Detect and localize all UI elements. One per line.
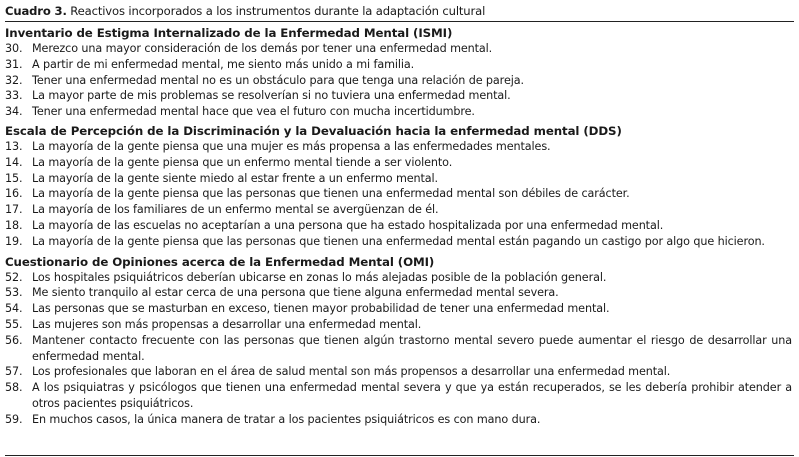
list-item	[5, 41, 794, 57]
list-item	[5, 155, 794, 171]
list-item	[5, 285, 794, 301]
bottom-rule	[5, 455, 794, 456]
item-text: Las mujeres son más propensas a desarrollar una enfermedad mental.	[32, 317, 422, 331]
item-text: La mayoría de la gente piensa que las personas que tienen una enfermedad mental están pagando un castigo por algo que hicieron.	[32, 234, 765, 248]
section-title: Inventario de Estigma Internalizado de la Enfermedad Mental (ISMI)	[5, 26, 453, 40]
list-item	[5, 364, 794, 380]
item-text: Los profesionales que laboran en el área de salud mental son más propensos a desarrollar una enfermedad mental.	[32, 365, 671, 379]
list-item	[5, 412, 794, 428]
item-number: 52.	[5, 270, 23, 284]
item-text: Los hospitales psiquiátricos deberían ubicarse en zonas lo más alejadas posible de la población general.	[32, 270, 607, 284]
item-number: 55.	[5, 317, 23, 331]
item-text: La mayoría de la gente siente miedo al estar frente a un enfermo mental.	[32, 171, 439, 185]
item-number: 57.	[5, 365, 23, 379]
item-text: Las personas que se masturban en exceso, tienen mayor probabilidad de tener una enfermedad mental.	[32, 302, 610, 316]
section-title: Cuestionario de Opiniones acerca de la Enfermedad Mental (OMI)	[5, 254, 435, 269]
item-text: La mayoría de la gente piensa que las personas que tienen una enfermedad mental son débiles de carácter.	[32, 187, 630, 201]
item-number: 34.	[5, 105, 23, 119]
item-text: La mayoría de la gente piensa que un enfermo mental tiende a ser violento.	[32, 155, 453, 169]
list-item	[5, 104, 794, 120]
list-item	[5, 202, 794, 218]
item-number: 31.	[5, 57, 23, 71]
item-number: 33.	[5, 89, 23, 103]
section-ismi	[5, 22, 794, 120]
item-text: La mayoría de los familiares de un enfermo mental se avergüenzan de él.	[32, 203, 439, 217]
item-text: La mayor parte de mis problemas se resolverían si no tuviera una enfermedad mental.	[32, 89, 511, 103]
section-dds	[5, 120, 794, 250]
item-number: 54.	[5, 302, 23, 316]
list-item	[5, 73, 794, 89]
item-text: Tener una enfermedad mental hace que vea el futuro con mucha incertidumbre.	[32, 105, 475, 119]
item-number: 18.	[5, 218, 23, 232]
section-title: Escala de Percepción de la Discriminación y la Devaluación hacia la enfermedad mental (DDS)	[5, 123, 622, 138]
item-number: 16.	[5, 187, 23, 201]
item-number: 59.	[5, 412, 23, 426]
item-number: 56.	[5, 333, 23, 347]
caption-text: Reactivos incorporados a los instrumentos durante la adaptación cultural	[70, 4, 486, 18]
item-text: Merezco una mayor consideración de los demás por tener una enfermedad mental.	[32, 42, 493, 55]
item-number: 14.	[5, 155, 23, 169]
item-text: Me siento tranquilo al estar cerca de una persona que tiene alguna enfermedad mental severa.	[32, 286, 559, 300]
item-number: 32.	[5, 73, 23, 87]
item-text: La mayoría de la gente piensa que una mujer es más propensa a las enfermedades mentales.	[32, 139, 551, 153]
item-number: 19.	[5, 234, 23, 248]
list-item	[5, 317, 794, 333]
item-number: 53.	[5, 286, 23, 300]
list-item	[5, 301, 794, 317]
item-number: 13.	[5, 139, 23, 153]
list-item	[5, 333, 794, 365]
caption-label: Cuadro 3.	[5, 4, 67, 18]
section-omi	[5, 250, 794, 428]
item-text: A los psiquiatras y psicólogos que tienen una enfermedad mental severa y que ya están recuperados, se les debería prohibir atender a otros pacientes psiquiátricos.	[32, 381, 792, 410]
list-item	[5, 171, 794, 187]
item-text: Tener una enfermedad mental no es un obstáculo para que tenga una relación de pareja.	[32, 73, 524, 87]
item-number: 58.	[5, 381, 23, 395]
list-item	[5, 380, 794, 412]
item-text: En muchos casos, la única manera de tratar a los pacientes psiquiátricos es con mano dura.	[32, 412, 541, 426]
table-caption	[5, 0, 794, 21]
item-text: Mantener contacto frecuente con las personas que tienen algún trastorno mental severo puede aumentar el riesgo de desarrollar una enfermedad mental.	[32, 333, 792, 363]
item-number: 15.	[5, 171, 23, 185]
item-number: 30.	[5, 42, 23, 55]
list-item	[5, 88, 794, 104]
item-number: 17.	[5, 203, 23, 217]
item-text: La mayoría de las escuelas no aceptarían a una persona que ha estado hospitalizada por una enfermedad mental.	[32, 218, 664, 232]
list-item	[5, 218, 794, 234]
list-item	[5, 234, 794, 250]
item-text: A partir de mi enfermedad mental, me siento más unido a mi familia.	[32, 57, 415, 71]
list-item	[5, 139, 794, 155]
list-item	[5, 270, 794, 286]
list-item	[5, 186, 794, 202]
list-item	[5, 57, 794, 73]
